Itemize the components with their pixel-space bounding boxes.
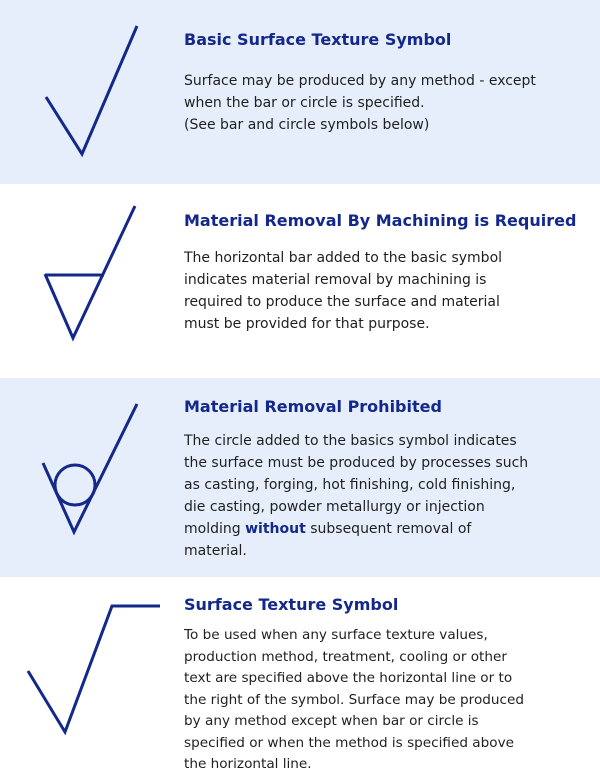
description-line: The circle added to the basics symbol indicates [184, 433, 517, 449]
description-line: (See bar and circle symbols below) [184, 117, 430, 133]
section-basic-surface-texture [0, 0, 600, 184]
description-line: production method, treatment, cooling or other [184, 648, 507, 665]
section-description [184, 247, 584, 335]
section-material-removal-prohibited [0, 378, 600, 577]
description-line: as casting, forging, hot finishing, cold finishing, [184, 477, 516, 493]
description-line: the horizontal line. [184, 756, 312, 772]
description-line: the right of the symbol. Surface may be produced [184, 691, 524, 708]
section-description [184, 70, 584, 136]
section-title: Material Removal Prohibited [184, 397, 442, 416]
section-material-removal-required [0, 184, 600, 378]
emphasis-text: without [245, 521, 306, 537]
description-line: die casting, powder metallurgy or injection [184, 499, 485, 515]
description-line: required to produce the surface and material [184, 294, 500, 310]
description-line: text are specified above the horizontal line or to [184, 670, 513, 686]
description-line: must be provided for that purpose. [184, 316, 430, 332]
section-title: Material Removal By Machining is Required [184, 211, 577, 230]
description-line: indicates material removal by machining is [184, 272, 487, 288]
section-title: Basic Surface Texture Symbol [184, 30, 452, 49]
section-surface-texture-symbol [0, 577, 600, 772]
description-line: specified or when the method is specified above [184, 734, 514, 751]
description-line: when the bar or circle is specified. [184, 95, 425, 111]
line-text: molding [184, 521, 246, 537]
description-line: the surface must be produced by processes such [184, 455, 529, 471]
material-removal-prohibited-symbol-icon [0, 378, 180, 577]
section-description [184, 625, 584, 776]
description-line: Surface may be produced by any method - except [184, 73, 536, 89]
line-text: subsequent removal of [305, 521, 472, 537]
material-removal-required-symbol-icon [0, 184, 180, 378]
basic-surface-texture-symbol-icon [0, 0, 180, 184]
section-description [184, 430, 584, 562]
description-line: To be used when any surface texture values, [184, 627, 488, 643]
surface-texture-symbol-icon [0, 577, 180, 764]
description-line-with-emphasis [184, 518, 584, 540]
description-line: by any method except when bar or circle is [184, 713, 479, 729]
description-line: The horizontal bar added to the basic symbol [184, 250, 503, 266]
description-line: material. [184, 543, 247, 559]
section-title: Surface Texture Symbol [184, 595, 399, 614]
